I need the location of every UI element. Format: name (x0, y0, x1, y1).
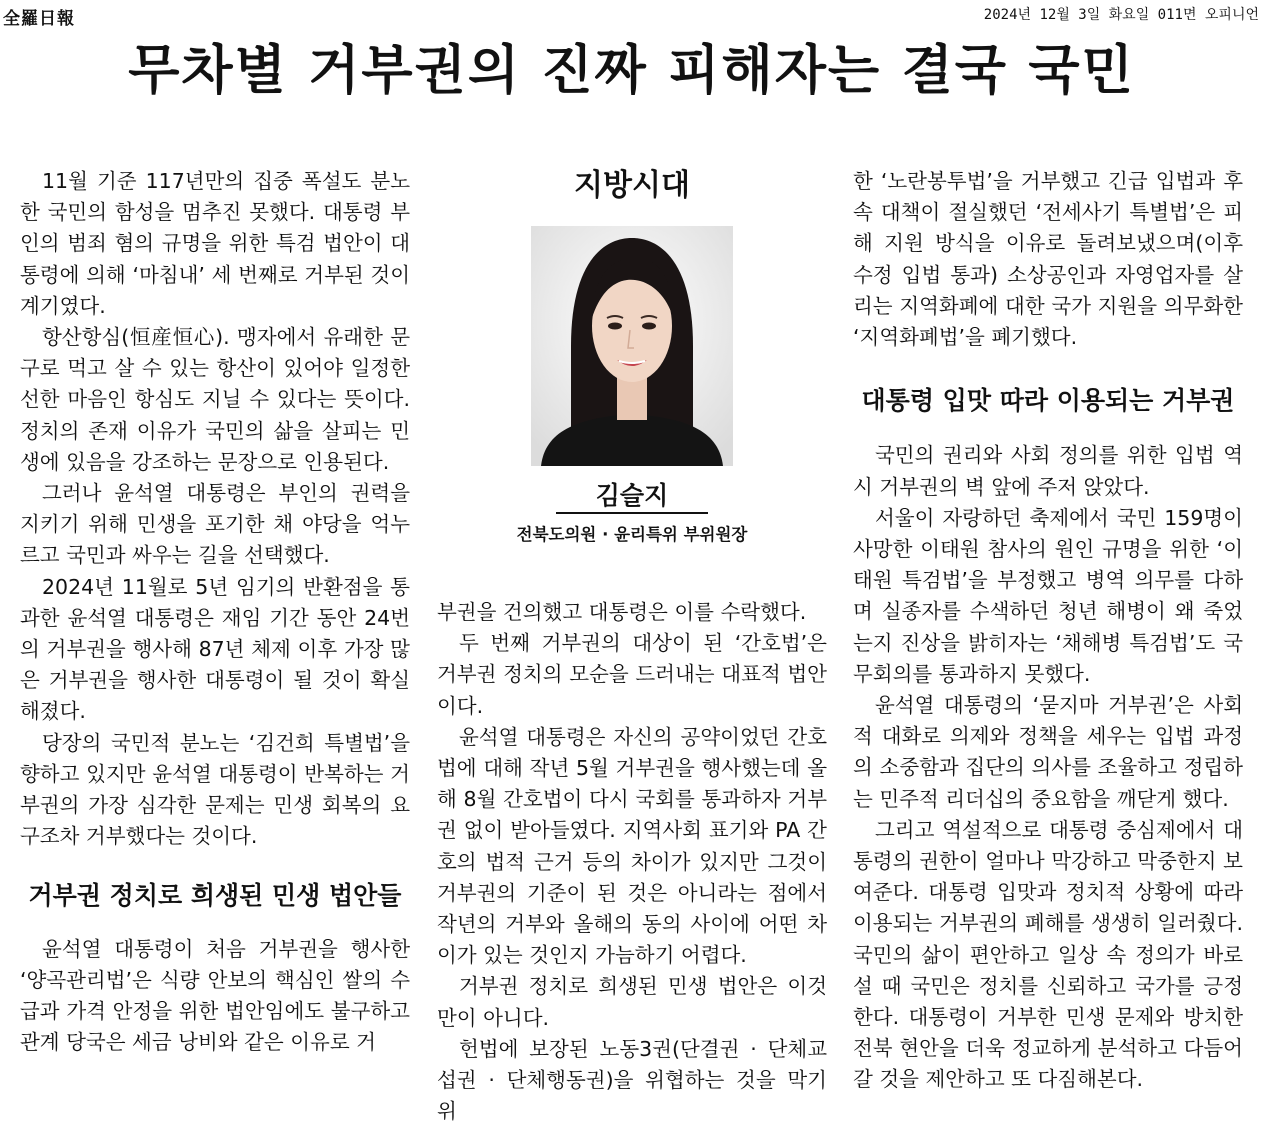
masthead (0, 0, 1263, 29)
author-name: 김슬지 (595, 481, 669, 510)
author-photo (531, 226, 733, 466)
paragraph: 부권을 건의했고 대통령은 이를 수락했다. (437, 600, 807, 624)
paragraph: 2024년 11월로 5년 임기의 반환점을 통과한 윤석열 대통령은 재임 기간 동안 24번의 거부권을 행사해 87년 체제 이후 가장 많은 거부권을 행사한 대통령이 될 것이 확실해졌다. (20, 574, 410, 724)
paragraph: 헌법에 보장된 노동3권(단결권 · 단체교섭권 · 단체행동권)을 위협하는 것을 막기 위 (437, 1036, 827, 1124)
author-title: 전북도의원 · 윤리특위 부위원장 (516, 525, 748, 544)
paragraph: 거부권 정치로 희생된 민생 법안은 이것만이 아니다. (437, 974, 827, 1030)
paragraph: 서울이 자랑하던 축제에서 국민 159명이 사망한 이태원 참사의 원인 규명을 위한 ‘이태원 특검법’을 부정했고 병역 의무를 다하며 실종자를 수색하던 청년 해병이 왜 죽었는지 진상을 밝히자는 ‘채해병 특검법’도 국무회의를 통과하지 못했다. (853, 505, 1243, 686)
subheading: 거부권 정치로 희생된 민생 법안들 (28, 881, 402, 911)
paragraph: 국민의 권리와 사회 정의를 위한 입법 역시 거부권의 벽 앞에 주저 앉았다. (853, 443, 1243, 499)
paragraph: 그러나 윤석열 대통령은 부인의 권력을 지키기 위해 민생을 포기한 채 야당을 억누르고 국민과 싸우는 길을 선택했다. (20, 481, 410, 568)
column-label: 지방시대 (574, 168, 690, 203)
column-3 (853, 166, 1243, 1096)
paragraph: 그리고 역설적으로 대통령 중심제에서 대통령의 권한이 얼마나 막강하고 막중한지 보여준다. 대통령 입맛과 정치적 상황에 따라 이용되는 거부권의 폐해를 생생히 일러줬다. 국민의 삶이 편안하고 일상 속 정의가 바로 설 때 국민은 정치를 신뢰하고 국가를 긍정한다. 대통령이 거부한 민생 문제와 방치한 전북 현안을 더욱 정교하게 분석하고 다듬어갈 것을 제안하고 또 다짐해본다. (853, 817, 1243, 1092)
paragraph: 11월 기준 117년만의 집중 폭설도 분노한 국민의 함성을 멈추진 못했다. 대통령 부인의 범죄 혐의 규명을 위한 특검 법안이 대통령에 의해 ‘마침내’ 세 번째로 거부된 것이 계기였다. (20, 169, 410, 318)
paragraph: 한 ‘노란봉투법’을 거부했고 긴급 입법과 후속 대책이 절실했던 ‘전세사기 특별법’은 피해 지원 방식을 이유로 돌려보냈으며(이후 수정 입법 통과) 소상공인과 자영업자를 살리는 지역화폐에 대한 국가 지원을 의무화한 ‘지역화폐법’을 폐기했다. (853, 169, 1243, 350)
author-portrait-image (531, 226, 733, 466)
newspaper-name: 全羅日報 (3, 9, 75, 29)
column-1 (20, 166, 410, 1058)
paragraph: 윤석열 대통령의 ‘묻지마 거부권’은 사회적 대화로 의제와 정책을 세우는 입법 과정의 소중함과 집단의 의사를 조율하고 정립하는 민주적 리더십의 중요함을 깨닫게 했다. (853, 693, 1243, 811)
subheading: 대통령 입맛 따라 이용되는 거부권 (861, 386, 1235, 416)
paragraph: 항산항심(恒産恒心). 맹자에서 유래한 문구로 먹고 살 수 있는 항산이 있어야 일정한 선한 마음인 항심도 지닐 수 있다는 뜻이다. 정치의 존재 이유가 국민의 삶을 살피는 민생에 있음을 강조하는 문장으로 인용된다. (20, 325, 410, 474)
paragraph: 두 번째 거부권의 대상이 된 ‘간호법’은 거부권 정치의 모순을 드러내는 대표적 법안이다. (437, 631, 827, 718)
paragraph: 윤석열 대통령이 처음 거부권을 행사한 ‘양곡관리법’은 식량 안보의 핵심인 쌀의 수급과 가격 안정을 위한 법안임에도 불구하고 관계 당국은 세금 낭비와 같은 이유로 거 (20, 936, 410, 1055)
headline: 무차별 거부권의 진짜 피해자는 결국 국민 (128, 39, 1135, 101)
dateline: 2024년 12월 3일 화요일 011면 오피니언 (983, 7, 1259, 23)
paragraph: 윤석열 대통령은 자신의 공약이었던 간호법에 대해 작년 5월 거부권을 행사했는데 올해 8월 간호법이 다시 국회를 통과하자 거부권 없이 받아들였다. 지역사회 표기와 PA 간호의 법적 근거 등의 차이가 있지만 그것이 거부권의 기준이 된 것은 아니라는 점에서 작년의 거부와 올해의 동의 사이에 어떤 차이가 있는 것인지 가늠하기 어렵다. (437, 724, 827, 968)
paragraph: 당장의 국민적 분노는 ‘김건희 특별법’을 향하고 있지만 윤석열 대통령이 반복하는 거부권의 가장 심각한 문제는 민생 회복의 요구조차 거부했다는 것이다. (20, 730, 410, 849)
author-name-underline (556, 512, 708, 514)
column-2 (437, 597, 827, 1127)
